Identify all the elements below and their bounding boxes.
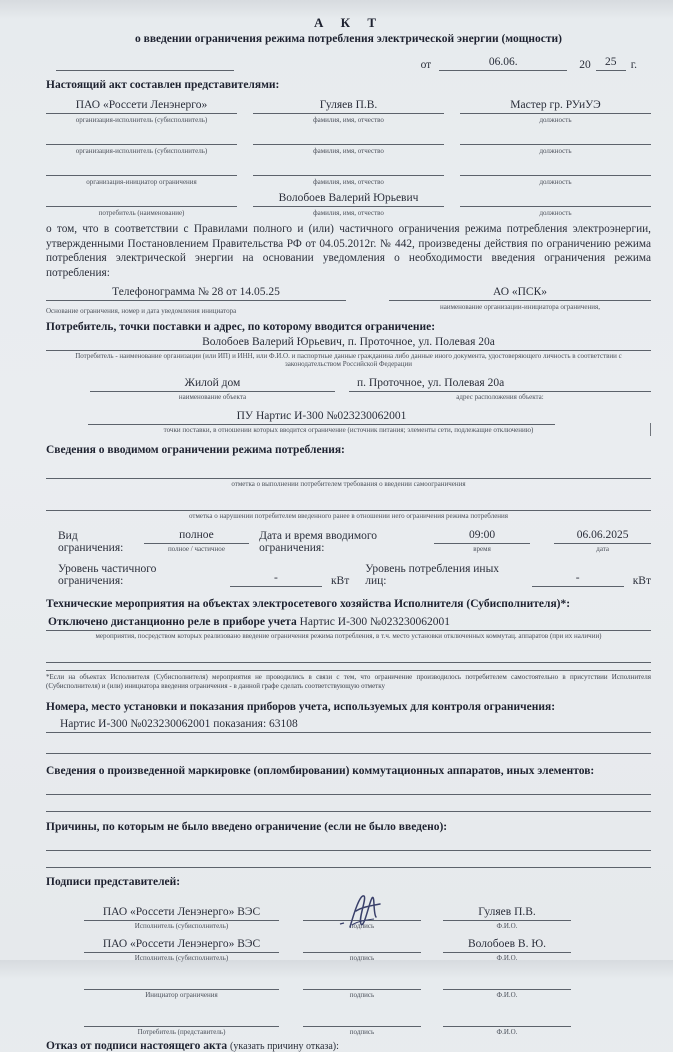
object-address-value: п. Проточное, ул. Полевая 20а xyxy=(349,376,651,392)
fio-value xyxy=(253,129,444,145)
footnote: *Если на объектах Исполнителя (Субисполнителя) мероприятия не проводились в связи с тем, что ограничение производилось потребителем самостоятельно в присутствии Исполнителя (Субисполнителя) и (или) инициатора введения ограничения - в данной графе сделать соответствующую отметку xyxy=(46,670,651,692)
legal-paragraph: о том, что в соответствии с Правилами полного и (или) частичного ограничения режима потребления электроэнергии, утвержденными Постановлением Правительства РФ от 04.05.2012г. № 442, произведены действия по ограничению режима потребления электрической энергии на основании уведомления о необходимости введения ограничения режима потребления: xyxy=(46,223,651,279)
date-from-label: от xyxy=(420,59,432,71)
org-label: организация-инициатор ограничения xyxy=(86,177,197,186)
sign-line xyxy=(303,974,421,990)
position-label: должность xyxy=(539,146,572,155)
technical-action-label: мероприятия, посредством которых реализовано введение ограничения режима потребления, в т.ч. место установки отключенных коммутац. аппаратов (при их наличии) xyxy=(95,632,602,641)
partial-level-value: - xyxy=(230,571,322,587)
org-value: ПАО «Россети Ленэнерго» xyxy=(46,98,237,114)
object-name-label: наименование объекта xyxy=(178,393,247,402)
fio-label: Ф.И.О. xyxy=(496,991,518,1000)
representative-row xyxy=(46,191,651,217)
restriction-heading: Сведения о вводимом ограничении режима потребления: xyxy=(46,443,345,456)
consumer-heading: Потребитель, точки поставки и адрес, по которому вводится ограничение: xyxy=(46,320,436,333)
delivery-point-value: ПУ Нартис И-300 №023230062001 xyxy=(88,409,555,425)
object-row xyxy=(46,376,651,402)
time-value: 09:00 xyxy=(434,528,531,544)
fio-label: фамилия, имя, отчество xyxy=(313,208,384,217)
act-subtitle: о введении ограничения режима потребления электрической энергии (мощности) xyxy=(134,33,563,45)
levels-row xyxy=(46,563,651,587)
sign-label: подпись xyxy=(349,1028,375,1037)
others-level-value: - xyxy=(532,571,624,587)
position-value xyxy=(460,191,651,207)
position-label: должность xyxy=(539,208,572,217)
violation-blank xyxy=(46,498,651,511)
basis-row xyxy=(46,285,651,316)
fio-value: Волобоев Валерий Юрьевич xyxy=(253,191,444,207)
delivery-point xyxy=(46,409,651,435)
kwt-unit: кВт xyxy=(330,574,350,587)
reasons-blank-line xyxy=(46,838,651,851)
basis-value: Телефонограмма № 28 от 14.05.25 xyxy=(46,285,346,301)
action-regular-text: Нартис И-300 №023230062001 xyxy=(296,615,451,628)
fio-value: Гуляев П.В. xyxy=(443,905,571,921)
party-label: Инициатор ограничения xyxy=(145,991,218,1000)
reasons-blank-line xyxy=(46,855,651,868)
time-caption: время xyxy=(473,545,491,554)
date-caption: дата xyxy=(596,545,610,554)
representative-row xyxy=(46,129,651,155)
others-level-label: Уровень потребления иных лиц: xyxy=(365,562,500,587)
refusal-heading xyxy=(46,1040,651,1052)
org-label: организация-исполнитель (субисполнитель) xyxy=(75,146,208,155)
refusal-bold-text: Отказ от подписи настоящего акта xyxy=(46,1039,231,1052)
meters-heading: Номера, место установки и показания приборов учета, используемых для контроля ограничения: xyxy=(46,700,556,713)
meters-value: Нартис И-300 №023230062001 показания: 63108 xyxy=(46,716,651,733)
type-value: полное xyxy=(144,528,249,544)
party-label: Потребитель (представитель) xyxy=(137,1028,226,1037)
org-value xyxy=(46,160,237,176)
org-label: организация-исполнитель (субисполнитель) xyxy=(75,115,208,124)
technical-heading: Технические мероприятия на объектах электросетевого хозяйства Исполнителя (Субисполнителя)*: xyxy=(46,597,571,610)
party-label: Исполнитель (субисполнитель) xyxy=(134,922,229,931)
fio-label: Ф.И.О. xyxy=(496,954,518,963)
org-value xyxy=(46,191,237,207)
sign-label: подпись xyxy=(349,922,375,931)
delivery-point-label: точки поставки, в отношении которых вводится ограничение (источник питания; элементы сети, подлежащие отключению) xyxy=(46,426,651,435)
action-bold-text: Отключено дистанционно реле в приборе учета xyxy=(48,615,297,628)
intro-heading: Настоящий акт составлен представителями: xyxy=(46,79,280,91)
position-value: Мастер гр. РУиУЭ xyxy=(460,98,651,114)
marking-blank-line xyxy=(46,782,651,795)
sign-label: подпись xyxy=(349,954,375,963)
position-value xyxy=(460,160,651,176)
basis-label: Основание ограничения, номер и дата уведомления инициатора xyxy=(46,307,237,316)
sign-line xyxy=(303,1011,421,1027)
refusal-regular-text: (указать причину отказа): xyxy=(230,1040,339,1052)
marking-heading: Сведения о произведенной маркировке (опломбировании) коммутационных аппаратов, иных элементов: xyxy=(46,764,595,777)
initiator-label: наименование организации-инициатора ограничения, xyxy=(439,302,600,311)
year-prefix: 20 xyxy=(579,59,591,71)
position-label: должность xyxy=(539,115,572,124)
fio-label: фамилия, имя, отчество xyxy=(313,146,384,155)
signatures-heading: Подписи представителей: xyxy=(46,875,181,888)
fio-value: Гуляев П.В. xyxy=(253,98,444,114)
signature-scribble xyxy=(336,891,388,931)
meters-blank-line xyxy=(46,741,651,754)
signature-row xyxy=(84,937,589,963)
object-address-label: адрес расположения объекта: xyxy=(456,393,544,402)
org-label: потребитель (наименование) xyxy=(98,208,185,217)
date-value: 06.06.2025 xyxy=(554,528,651,544)
datetime-label: Дата и время вводимого ограничения: xyxy=(259,529,378,554)
type-caption: полное / частичное xyxy=(167,545,225,554)
self-restriction-blank xyxy=(46,466,651,479)
date-field: 06.06. xyxy=(439,55,567,71)
representative-row xyxy=(46,98,651,124)
fio-label: Ф.И.О. xyxy=(496,922,518,931)
party-value xyxy=(84,974,279,990)
sign-label: подпись xyxy=(349,991,375,1000)
reasons-heading: Причины, по которым не было введено ограничение (если не было введено): xyxy=(46,820,448,833)
violation-label: отметка о нарушении потребителем введенного ранее в отношении него ограничения режима потребления xyxy=(188,512,509,521)
technical-action-line xyxy=(46,614,651,631)
party-value xyxy=(84,1011,279,1027)
kwt-unit: кВт xyxy=(632,574,651,587)
representative-row xyxy=(46,160,651,186)
fio-value xyxy=(443,974,571,990)
restriction-type-row xyxy=(46,528,651,554)
party-label: Исполнитель (субисполнитель) xyxy=(134,954,229,963)
date-row xyxy=(46,55,651,71)
fio-label: Ф.И.О. xyxy=(496,1028,518,1037)
fio-label: фамилия, имя, отчество xyxy=(313,177,384,186)
party-value: ПАО «Россети Ленэнерго» ВЭС xyxy=(84,937,279,953)
signature-row xyxy=(84,905,589,931)
fio-value: Волобоев В. Ю. xyxy=(443,937,571,953)
year-suffix: г. xyxy=(630,59,637,71)
year-field: 25 xyxy=(596,55,626,71)
signature-row xyxy=(84,1011,589,1037)
signatures-table xyxy=(84,905,589,1037)
fio-label: фамилия, имя, отчество xyxy=(313,115,384,124)
technical-blank-line xyxy=(46,650,651,663)
fio-value xyxy=(443,1011,571,1027)
position-value xyxy=(460,129,651,145)
act-title: А К Т xyxy=(314,15,383,30)
marking-blank-line xyxy=(46,799,651,812)
blank-underline xyxy=(56,56,234,71)
party-value: ПАО «Россети Ленэнерго» ВЭС xyxy=(84,905,279,921)
signature-row xyxy=(84,974,589,1000)
org-value xyxy=(46,129,237,145)
partial-level-label: Уровень частичного ограничения: xyxy=(58,562,157,587)
object-name-value: Жилой дом xyxy=(90,376,335,392)
self-restriction-label: отметка о выполнении потребителем требования о введении самоограничения xyxy=(231,480,466,489)
position-label: должность xyxy=(539,177,572,186)
consumer-value: Волобоев Валерий Юрьевич, п. Проточное, ул. Полевая 20а xyxy=(46,335,651,351)
initiator-value: АО «ПСК» xyxy=(389,285,651,301)
sign-line xyxy=(303,937,421,953)
type-label: Вид ограничения: xyxy=(58,529,124,554)
fio-value xyxy=(253,160,444,176)
consumer-label: Потребитель - наименование организации (или ИП) и ИНН, или Ф.И.О. и паспортные данные гражданина либо данные иного документа, удостоверяющего личность в соответствии с законодательством Российской Федерации xyxy=(75,351,622,369)
